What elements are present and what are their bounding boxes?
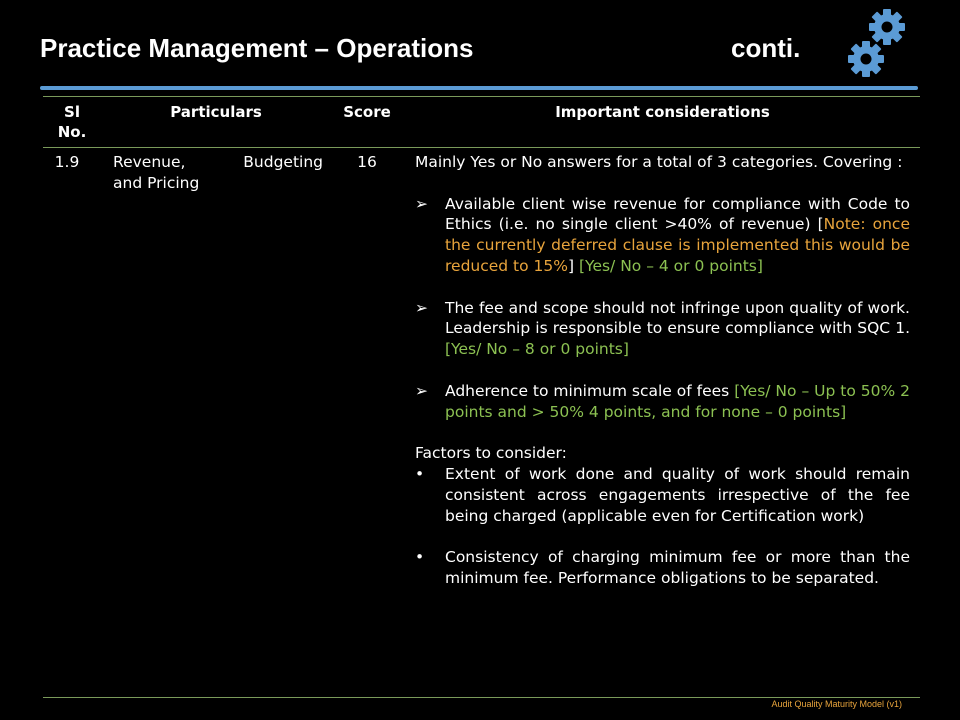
arrow-bullet-icon: ➢ [415, 381, 428, 400]
bullet-points: [Yes/ No – Up to 50% 2 points and > 50% 4 points, and for none – 0 points] [445, 381, 910, 421]
arrow-bullet-icon: ➢ [415, 298, 428, 317]
arrow-bullet-icon: ➢ [415, 194, 428, 213]
slide-title: Practice Management – Operations [40, 33, 474, 63]
footer-label: Audit Quality Maturity Model (v1) [771, 699, 902, 709]
bullet-text: Available client wise revenue for compliance with Code to Ethics (i.e. no single client >40% of revenue) [ [445, 194, 910, 234]
list-item [415, 464, 910, 526]
gears-icon [842, 6, 908, 80]
factor-text: Extent of work done and quality of work should remain consistent across engagements irrespective of the fee being charged (applicable even for Certification work) [445, 464, 910, 525]
dot-bullet-icon: • [415, 548, 425, 567]
cell-sl: 1.9 [54, 153, 80, 171]
considerations-intro: Mainly Yes or No answers for a total of 3 categories. Covering : [415, 153, 903, 171]
table-header-rule [43, 147, 920, 148]
column-header-particulars: Particulars [170, 103, 262, 121]
particulars-word-1: Revenue, [113, 153, 186, 171]
factors-heading: Factors to consider: [415, 444, 567, 463]
list-item [415, 298, 910, 360]
factor-text: Consistency of charging minimum fee or more than the minimum fee. Performance obligations to be separated. [445, 548, 910, 587]
bullet-text: Adherence to minimum scale of fees [445, 381, 735, 400]
list-item [415, 381, 910, 423]
column-header-sl: Sl No. [57, 103, 87, 141]
continued-label: conti. [731, 33, 801, 63]
cell-score: 16 [357, 153, 377, 171]
particulars-word-2: Budgeting [243, 153, 323, 171]
cell-particulars [113, 152, 323, 194]
bullet-text: The fee and scope should not infringe upon quality of work. Leadership is responsible to ensure compliance with SQC 1. [445, 298, 910, 338]
dot-bullet-icon: • [415, 464, 425, 483]
title-underline [40, 86, 918, 90]
list-item [415, 194, 910, 277]
cell-considerations [415, 152, 910, 589]
column-header-considerations: Important considerations [555, 103, 770, 121]
table-bottom-rule [43, 697, 920, 698]
table-top-rule [43, 96, 920, 97]
bullet-note: Note: once the currently deferred clause is implemented this would be reduced to 15% [445, 215, 910, 275]
bullet-points: [Yes/ No – 8 or 0 points] [445, 340, 629, 359]
column-header-score: Score [343, 103, 391, 121]
list-item [415, 547, 910, 589]
particulars-word-3: and Pricing [113, 174, 200, 192]
bullet-points: [Yes/ No – 4 or 0 points] [578, 256, 763, 275]
bullet-note-close: ] [568, 256, 579, 275]
